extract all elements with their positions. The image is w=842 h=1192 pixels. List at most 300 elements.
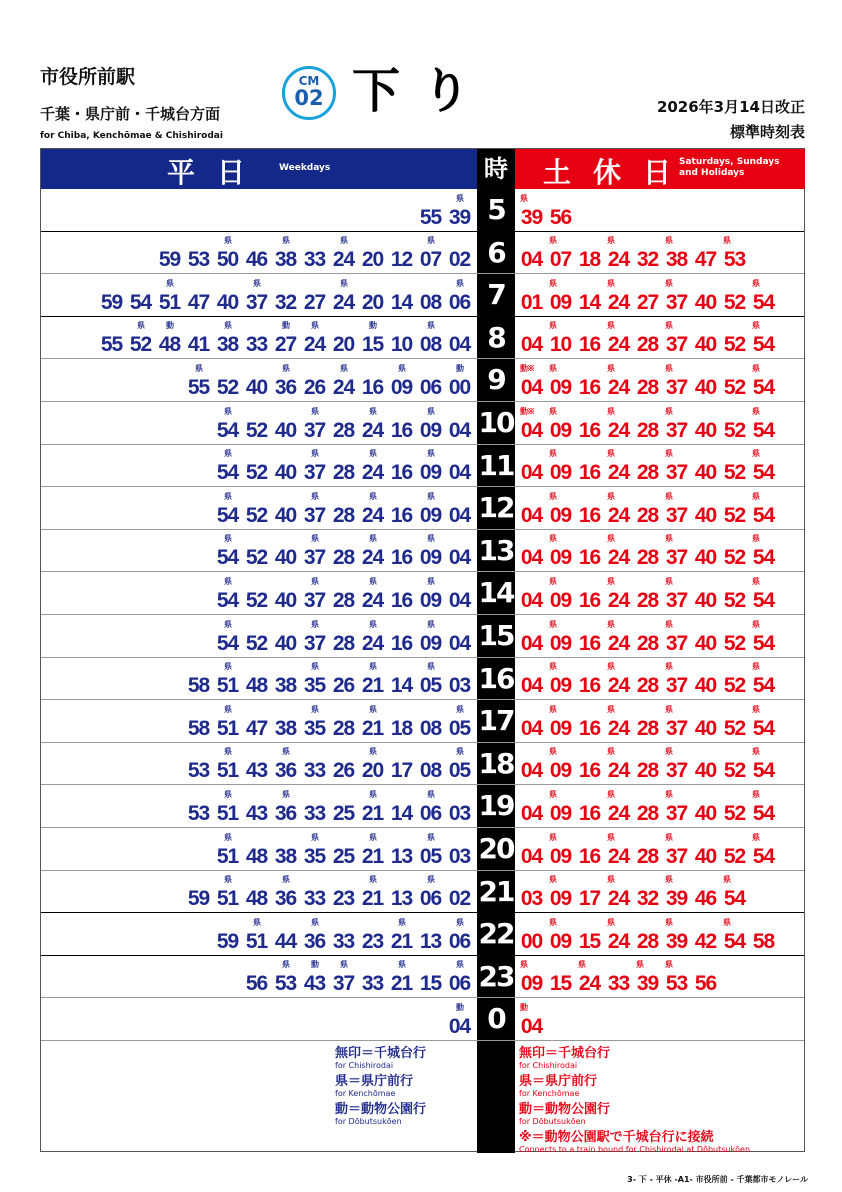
- hour-header: 時: [484, 155, 508, 183]
- departure-minute: 10 県: [546, 334, 575, 356]
- departure-minute: 09 県: [517, 973, 546, 995]
- hour-label: 11: [478, 448, 514, 482]
- hour-row-0: [41, 998, 804, 1041]
- departure-minute: 54 県: [749, 377, 778, 399]
- departure-minute: 04: [520, 248, 543, 272]
- holiday-departures: [517, 530, 807, 572]
- hour-row-21: [41, 871, 804, 914]
- destination-mark: 県: [369, 619, 376, 629]
- departure-minute: 24 県: [604, 675, 633, 697]
- destination-mark: 県: [665, 662, 672, 672]
- destination-mark: 県: [549, 875, 556, 885]
- departure-minute: 39 県: [662, 888, 691, 910]
- destination-mark: 県: [636, 960, 643, 970]
- departure-minute: 51 県: [213, 675, 242, 697]
- departure-minute: 09 県: [546, 462, 575, 484]
- departure-minute: 51 県: [213, 803, 242, 825]
- legend-en: for Kenchōmae: [519, 1089, 580, 1098]
- destination-mark: 県: [456, 960, 463, 970]
- departure-minute: 09 県: [546, 888, 575, 910]
- legend-en: for Dōbutsukōen: [335, 1117, 402, 1126]
- destination-mark: 県: [752, 449, 759, 459]
- departure-minute: 16: [578, 674, 601, 698]
- departure-minute: 35 県: [300, 846, 329, 868]
- hour-label: 0: [487, 1002, 505, 1036]
- hour-row-5: [41, 189, 804, 232]
- hour-row-11: [41, 445, 804, 488]
- departure-minute: 55 県: [184, 377, 213, 399]
- departure-minute: 23: [361, 929, 384, 953]
- destination-mark: 県: [398, 960, 405, 970]
- destination-mark: 県: [369, 704, 376, 714]
- destination-mark: 県: [665, 704, 672, 714]
- destination-mark: 県: [137, 321, 144, 331]
- departure-minute: 40: [274, 461, 297, 485]
- departure-minute: 52: [723, 333, 746, 357]
- departure-minute: 03: [520, 887, 543, 911]
- weekday-departures: [41, 402, 474, 444]
- hour-label: 9: [487, 363, 505, 397]
- departure-minute: 26: [332, 674, 355, 698]
- weekday-departures: [41, 274, 474, 316]
- destination-mark: 県: [427, 832, 434, 842]
- departure-minute: 09 県: [546, 803, 575, 825]
- destination-mark: 県: [427, 534, 434, 544]
- departure-minute: 53 県: [662, 973, 691, 995]
- destination-mark: 県: [752, 619, 759, 629]
- destination-mark: 県: [253, 917, 260, 927]
- holiday-departures: [517, 189, 807, 231]
- hour-row-16: [41, 658, 804, 701]
- destination-mark: 県: [224, 236, 231, 246]
- destination-mark: 県: [311, 321, 318, 331]
- destination-mark: 県: [549, 619, 556, 629]
- departure-minute: 24 県: [604, 888, 633, 910]
- departure-minute: 09 県: [546, 420, 575, 442]
- departure-minute: 40: [694, 631, 717, 655]
- destination-mark: 県: [427, 662, 434, 672]
- destination-mark: 動※: [520, 363, 534, 373]
- departure-minute: 24 県: [358, 505, 387, 527]
- departure-minute: 28: [332, 461, 355, 485]
- departure-minute: 54 県: [213, 420, 242, 442]
- departure-minute: 55: [419, 205, 442, 229]
- departure-minute: 08: [419, 759, 442, 783]
- departure-minute: 40: [694, 333, 717, 357]
- destination-mark: 県: [369, 747, 376, 757]
- destination-mark: 県: [549, 278, 556, 288]
- destination-mark: 県: [607, 747, 614, 757]
- departure-minute: 04: [520, 844, 543, 868]
- departure-minute: 21 県: [358, 718, 387, 740]
- departure-minute: 52: [723, 674, 746, 698]
- hour-row-20: [41, 828, 804, 871]
- departure-minute: 01: [520, 290, 543, 314]
- destination-mark: 県: [311, 449, 318, 459]
- departure-minute: 07 県: [416, 249, 445, 271]
- departure-minute: 03: [448, 674, 471, 698]
- destination-mark: 県: [253, 278, 260, 288]
- departure-minute: 54 県: [749, 462, 778, 484]
- departure-minute: 24 県: [358, 547, 387, 569]
- weekday-departures: [41, 317, 474, 359]
- departure-minute: 16: [390, 588, 413, 612]
- destination-mark: 県: [456, 747, 463, 757]
- destination-mark: 県: [752, 747, 759, 757]
- destination-mark: 県: [752, 576, 759, 586]
- departure-minute: 25: [332, 844, 355, 868]
- departure-minute: 39 県: [662, 931, 691, 953]
- destination-mark: 県: [607, 576, 614, 586]
- departure-minute: 40: [694, 461, 717, 485]
- destination-mark: 県: [427, 491, 434, 501]
- destination-mark: 県: [520, 960, 527, 970]
- departure-minute: 52: [723, 375, 746, 399]
- departure-minute: 56: [549, 205, 572, 229]
- departure-minute: 16: [390, 503, 413, 527]
- departure-minute: 04: [520, 801, 543, 825]
- legend-en: for Dōbutsukōen: [519, 1117, 586, 1126]
- departure-minute: 04: [448, 333, 471, 357]
- departure-minute: 24 県: [604, 462, 633, 484]
- departure-minute: 35 県: [300, 675, 329, 697]
- departure-minute: 03: [448, 801, 471, 825]
- departure-minute: 02: [448, 887, 471, 911]
- departure-minute: 47: [245, 716, 268, 740]
- departure-minute: 16: [578, 588, 601, 612]
- departure-minute: 04 動※: [517, 377, 546, 399]
- departure-minute: 52: [245, 503, 268, 527]
- departure-minute: 04: [520, 674, 543, 698]
- destination-mark: 県: [427, 619, 434, 629]
- departure-minute: 15: [549, 972, 572, 996]
- departure-minute: 37 県: [662, 760, 691, 782]
- weekday-legend-item: 県＝県庁前行 for Kenchōmae: [335, 1074, 414, 1098]
- departure-minute: 28: [332, 631, 355, 655]
- destination-mark: 県: [752, 406, 759, 416]
- departure-minute: 40: [694, 503, 717, 527]
- departure-minute: 28: [636, 801, 659, 825]
- departure-minute: 54 県: [720, 888, 749, 910]
- destination-mark: 県: [549, 576, 556, 586]
- departure-minute: 40: [245, 375, 268, 399]
- destination-mark: 県: [665, 832, 672, 842]
- departure-minute: 21 県: [358, 846, 387, 868]
- departure-minute: 37 県: [300, 420, 329, 442]
- departure-minute: 09 県: [546, 675, 575, 697]
- departure-minute: 40: [694, 546, 717, 570]
- holiday-departures: [517, 232, 807, 274]
- departure-minute: 14: [390, 674, 413, 698]
- destination-mark: 県: [282, 363, 289, 373]
- departure-minute: 38: [274, 674, 297, 698]
- departure-minute: 48: [245, 674, 268, 698]
- departure-minute: 54 県: [749, 334, 778, 356]
- departure-minute: 17: [390, 759, 413, 783]
- departure-minute: 28: [636, 631, 659, 655]
- destination-mark: 県: [665, 236, 672, 246]
- destination-mark: 県: [752, 321, 759, 331]
- departure-minute: 27: [303, 290, 326, 314]
- destination-mark: 県: [607, 789, 614, 799]
- departure-minute: 03: [448, 844, 471, 868]
- holiday-departures: [517, 956, 807, 998]
- departure-minute: 54 県: [749, 590, 778, 612]
- destination-mark: 県: [224, 406, 231, 416]
- destination-mark: 県: [665, 747, 672, 757]
- departure-minute: 35 県: [300, 718, 329, 740]
- holiday-legend-item: 動＝動物公園行 for Dōbutsukōen: [519, 1102, 611, 1126]
- departure-minute: 28: [636, 375, 659, 399]
- departure-minute: 52: [723, 588, 746, 612]
- departure-minute: 13: [390, 887, 413, 911]
- destination-mark: 県: [311, 704, 318, 714]
- departure-minute: 28: [636, 546, 659, 570]
- departure-minute: 40: [694, 759, 717, 783]
- destination-mark: 県: [282, 789, 289, 799]
- departure-minute: 40: [274, 546, 297, 570]
- departure-minute: 54 県: [213, 590, 242, 612]
- departure-minute: 53: [187, 759, 210, 783]
- departure-minute: 40: [274, 418, 297, 442]
- departure-minute: 52: [723, 759, 746, 783]
- hour-label: 10: [478, 406, 514, 439]
- departure-minute: 54 県: [749, 292, 778, 314]
- holiday-departures: [517, 828, 807, 870]
- destination-mark: 県: [311, 491, 318, 501]
- departure-minute: 24 県: [604, 334, 633, 356]
- departure-minute: 54 県: [720, 931, 749, 953]
- destination-mark: 県: [607, 619, 614, 629]
- holiday-departures: [517, 743, 807, 785]
- departure-minute: 54 県: [749, 675, 778, 697]
- departure-minute: 53 県: [271, 973, 300, 995]
- departure-minute: 16: [578, 716, 601, 740]
- destination-mark: 県: [752, 662, 759, 672]
- departure-minute: 37 県: [662, 718, 691, 740]
- destination-mark: 動: [166, 321, 173, 331]
- departure-minute: 46: [694, 887, 717, 911]
- destination-mark: 県: [224, 832, 231, 842]
- departure-minute: 37 県: [300, 462, 329, 484]
- destination-mark: 県: [224, 619, 231, 629]
- departure-minute: 54 県: [749, 505, 778, 527]
- hour-label: 12: [478, 491, 514, 525]
- departure-minute: 52: [245, 418, 268, 442]
- destination-mark: 県: [607, 534, 614, 544]
- departure-minute: 52: [245, 631, 268, 655]
- departure-minute: 15 動: [358, 334, 387, 356]
- destination-mark: 県: [369, 449, 376, 459]
- timetable-type: 標準時刻表: [729, 123, 805, 141]
- departure-minute: 54 県: [749, 846, 778, 868]
- departure-minute: 21 県: [358, 675, 387, 697]
- departure-minute: 15: [419, 972, 442, 996]
- departure-minute: 33: [332, 929, 355, 953]
- holiday-departures: [517, 487, 807, 529]
- departure-minute: 09 県: [546, 760, 575, 782]
- departure-minute: 25: [332, 801, 355, 825]
- holiday-departures: [517, 785, 807, 827]
- departure-minute: 37 県: [300, 590, 329, 612]
- departure-minute: 24 県: [329, 377, 358, 399]
- departure-minute: 52: [723, 546, 746, 570]
- departure-minute: 36 県: [271, 760, 300, 782]
- destination-mark: 県: [607, 704, 614, 714]
- departure-minute: 33: [303, 887, 326, 911]
- destination-mark: 県: [549, 321, 556, 331]
- departure-minute: 24 県: [604, 803, 633, 825]
- destination-mark: 県: [311, 576, 318, 586]
- departure-minute: 51 県: [213, 888, 242, 910]
- departure-minute: 09 県: [416, 505, 445, 527]
- departure-minute: 24 県: [604, 760, 633, 782]
- departure-minute: 52: [723, 716, 746, 740]
- departure-minute: 04: [520, 759, 543, 783]
- departure-minute: 24 県: [604, 249, 633, 271]
- weekday-departures: [41, 828, 474, 870]
- departure-minute: 16: [390, 631, 413, 655]
- departure-minute: 40: [694, 418, 717, 442]
- departure-minute: 06 県: [445, 973, 474, 995]
- destination-mark: 県: [665, 449, 672, 459]
- departure-minute: 52 県: [126, 334, 155, 356]
- station-code: 02: [294, 86, 324, 110]
- departure-minute: 37 県: [329, 973, 358, 995]
- destination-mark: 県: [224, 321, 231, 331]
- weekday-title-en: Weekdays: [279, 163, 331, 173]
- departure-minute: 37 県: [662, 803, 691, 825]
- hour-row-15: [41, 615, 804, 658]
- departure-minute: 09 県: [416, 420, 445, 442]
- legend-en: for Chishirodai: [335, 1061, 394, 1070]
- departure-minute: 24 県: [575, 973, 604, 995]
- departure-minute: 37 県: [662, 590, 691, 612]
- hour-label: 15: [478, 619, 514, 652]
- departure-minute: 53: [187, 801, 210, 825]
- departure-minute: 24 県: [358, 590, 387, 612]
- destination-mark: 県: [369, 491, 376, 501]
- departure-minute: 27 動: [271, 334, 300, 356]
- departure-minute: 06 県: [445, 292, 474, 314]
- departure-minute: 51 県: [155, 292, 184, 314]
- hour-row-23: [41, 956, 804, 999]
- weekday-legend-item: 無印＝千城台行 for Chishirodai: [335, 1046, 427, 1070]
- departure-minute: 43: [245, 801, 268, 825]
- departure-minute: 53: [187, 248, 210, 272]
- destination-mark: 県: [224, 449, 231, 459]
- departure-minute: 59: [100, 290, 123, 314]
- departure-minute: 16: [578, 546, 601, 570]
- destination-mark: 県: [607, 491, 614, 501]
- departure-minute: 51 県: [213, 718, 242, 740]
- departure-minute: 33: [303, 759, 326, 783]
- departure-minute: 21 県: [358, 888, 387, 910]
- departure-minute: 42: [694, 929, 717, 953]
- departure-minute: 44: [274, 929, 297, 953]
- departure-minute: 54 県: [213, 547, 242, 569]
- line-code: CM: [298, 74, 320, 88]
- departure-minute: 48 動: [155, 334, 184, 356]
- departure-minute: 28: [636, 674, 659, 698]
- weekday-departures: [41, 658, 474, 700]
- departure-minute: 56: [245, 972, 268, 996]
- destination-mark: 県: [723, 917, 730, 927]
- weekday-departures: [41, 530, 474, 572]
- departure-minute: 24 県: [604, 931, 633, 953]
- destination-mark: 県: [607, 917, 614, 927]
- destination-mark: 県: [427, 449, 434, 459]
- destination-mark: 県: [607, 278, 614, 288]
- destination-mark: 県: [607, 363, 614, 373]
- departure-minute: 05 県: [416, 846, 445, 868]
- hour-label: 20: [478, 832, 514, 865]
- departure-minute: 24 県: [604, 846, 633, 868]
- departure-minute: 37 県: [662, 377, 691, 399]
- departure-minute: 28: [332, 588, 355, 612]
- departure-minute: 26: [303, 375, 326, 399]
- destination-mark: 県: [752, 491, 759, 501]
- departure-minute: 52: [723, 844, 746, 868]
- departure-minute: 28: [636, 333, 659, 357]
- departure-minute: 23: [332, 887, 355, 911]
- hour-label: 19: [478, 789, 514, 823]
- destination-mark: 県: [369, 406, 376, 416]
- destination-mark: 県: [665, 363, 672, 373]
- departure-minute: 06 県: [416, 803, 445, 825]
- weekday-departures: [41, 232, 474, 274]
- destination-mark: 県: [282, 236, 289, 246]
- direction: 千葉・県庁前・千城台方面: [40, 105, 221, 123]
- departure-minute: 00: [520, 929, 543, 953]
- departure-minute: 10: [390, 333, 413, 357]
- hour-label: 18: [478, 746, 514, 780]
- destination-mark: 県: [549, 236, 556, 246]
- holiday-departures: [517, 402, 807, 444]
- hour-row-18: [41, 743, 804, 786]
- departure-minute: 16: [578, 461, 601, 485]
- departure-minute: 54 県: [749, 547, 778, 569]
- direction-en: for Chiba, Kenchōmae & Chishirodai: [40, 131, 223, 141]
- destination-mark: 県: [369, 534, 376, 544]
- departure-minute: 38 県: [662, 249, 691, 271]
- destination-mark: 県: [665, 321, 672, 331]
- departure-minute: 37 県: [662, 292, 691, 314]
- departure-minute: 52: [245, 546, 268, 570]
- departure-minute: 37 県: [242, 292, 271, 314]
- destination-mark: 県: [549, 449, 556, 459]
- departure-minute: 06: [419, 375, 442, 399]
- departure-minute: 09 県: [416, 590, 445, 612]
- holiday-departures: [517, 615, 807, 657]
- departure-minute: 40: [274, 631, 297, 655]
- hour-label: 16: [478, 661, 514, 695]
- departure-minute: 54 県: [213, 505, 242, 527]
- departure-minute: 38: [274, 844, 297, 868]
- hour-row-13: [41, 530, 804, 573]
- destination-mark: 県: [665, 406, 672, 416]
- departure-minute: 24 県: [604, 505, 633, 527]
- departure-minute: 52: [245, 588, 268, 612]
- departure-minute: 18: [390, 716, 413, 740]
- destination-mark: 県: [224, 662, 231, 672]
- destination-mark: 県: [282, 960, 289, 970]
- destination-mark: 県: [398, 363, 405, 373]
- departure-minute: 16: [578, 333, 601, 357]
- departure-minute: 37 県: [662, 675, 691, 697]
- hour-row-17: [41, 700, 804, 743]
- departure-minute: 24 県: [604, 292, 633, 314]
